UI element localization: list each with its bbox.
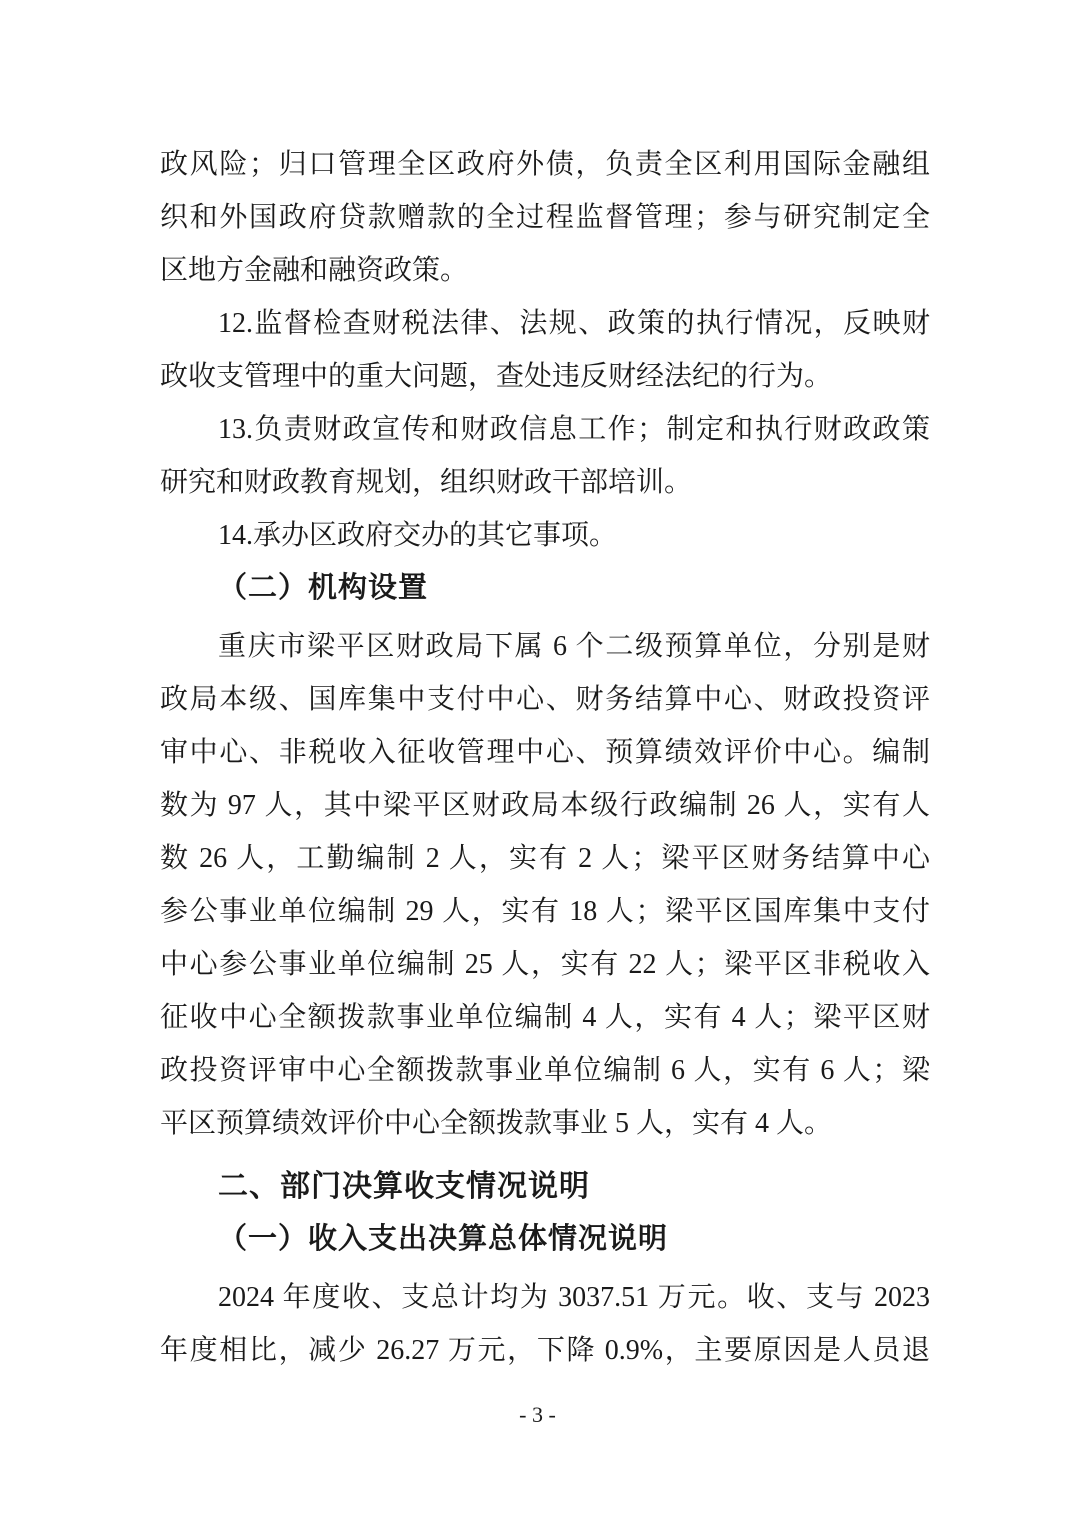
text-line: 12.监督检查财税法律、法规、政策的执行情况，反映财 xyxy=(218,308,930,339)
text-line: 14.承办区政府交办的其它事项。 xyxy=(218,520,618,551)
text-line: 政局本级、国库集中支付中心、财务结算中心、财政投资评 xyxy=(160,684,930,715)
paragraph xyxy=(160,403,930,509)
hei-heading xyxy=(160,1160,930,1213)
paragraph xyxy=(160,509,930,562)
page-number: - 3 - xyxy=(519,1402,556,1427)
text-line: （一）收入支出决算总体情况说明 xyxy=(218,1223,669,1255)
text-line: 二、部门决算收支情况说明 xyxy=(218,1170,590,1203)
paragraph xyxy=(160,297,930,403)
paragraph xyxy=(160,1271,930,1377)
text-line: 研究和财政教育规划，组织财政干部培训。 xyxy=(160,467,693,498)
text-line: 年度相比，减少 26.27 万元，下降 0.9%，主要原因是人员退 xyxy=(160,1335,930,1366)
text-line: 织和外国政府贷款赠款的全过程监督管理；参与研究制定全 xyxy=(160,202,930,233)
text-line: 政收支管理中的重大问题，查处违反财经法纪的行为。 xyxy=(160,361,833,392)
text-line: 征收中心全额拨款事业单位编制 4 人，实有 4 人；梁平区财 xyxy=(160,1002,930,1033)
text-line: 政风险；归口管理全区政府外债，负责全区利用国际金融组 xyxy=(160,149,930,180)
text-line: 审中心、非税收入征收管理中心、预算绩效评价中心。编制 xyxy=(160,737,930,768)
paragraph xyxy=(160,620,930,1150)
text-line: 中心参公事业单位编制 25 人，实有 22 人；梁平区非税收入 xyxy=(160,949,930,980)
paragraph xyxy=(160,138,930,297)
document-content xyxy=(160,138,930,1377)
kai-heading xyxy=(160,562,930,615)
text-line: 数为 97 人，其中梁平区财政局本级行政编制 26 人，实有人 xyxy=(160,790,930,821)
text-line: 13.负责财政宣传和财政信息工作；制定和执行财政政策 xyxy=(218,414,930,445)
text-line: 参公事业单位编制 29 人，实有 18 人；梁平区国库集中支付 xyxy=(160,896,930,927)
text-line: 2024 年度收、支总计均为 3037.51 万元。收、支与 2023 xyxy=(218,1282,930,1313)
kai-heading xyxy=(160,1213,930,1266)
text-line: 平区预算绩效评价中心全额拨款事业 5 人，实有 4 人。 xyxy=(160,1108,833,1139)
text-line: 政投资评审中心全额拨款事业单位编制 6 人，实有 6 人；梁 xyxy=(160,1055,930,1086)
text-line: （二）机构设置 xyxy=(218,572,429,604)
text-line: 重庆市梁平区财政局下属 6 个二级预算单位，分别是财 xyxy=(218,631,930,662)
text-line: 区地方金融和融资政策。 xyxy=(160,255,469,286)
text-line: 数 26 人，工勤编制 2 人，实有 2 人；梁平区财务结算中心 xyxy=(160,843,930,874)
